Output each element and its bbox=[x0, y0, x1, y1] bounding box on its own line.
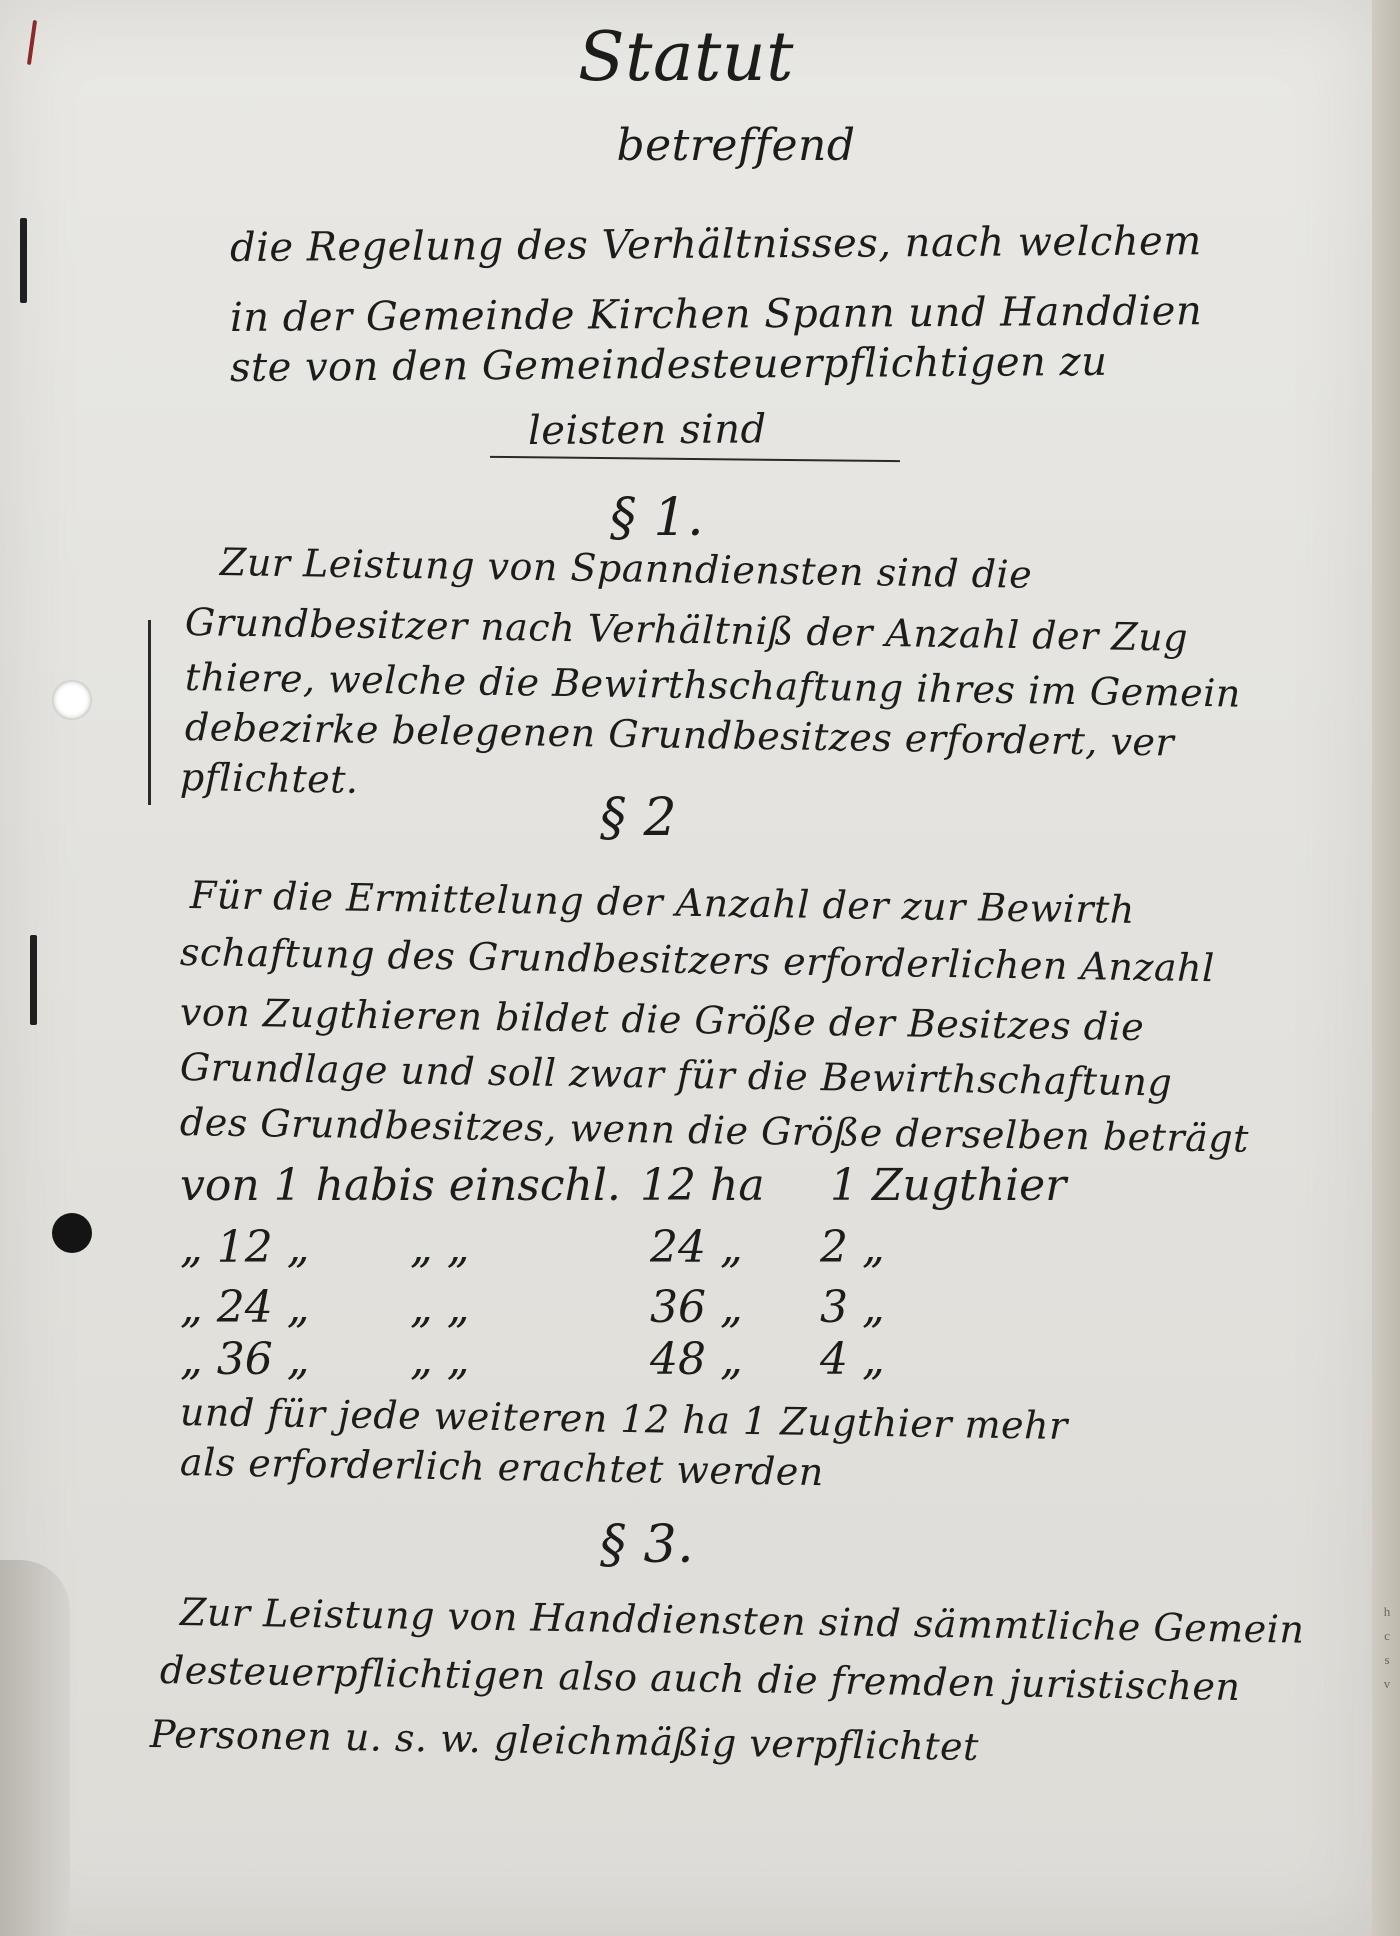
binder-tab bbox=[0, 1560, 70, 1936]
table-cell: „ 12 „ bbox=[180, 1222, 310, 1273]
section-line: des Grundbesitzes, wenn die Größe derselben beträgt bbox=[179, 1100, 1250, 1161]
section-line: Für die Ermittelung der Anzahl der zur Bewirth bbox=[189, 873, 1136, 932]
table-cell: 2 „ bbox=[820, 1222, 885, 1273]
intro-line: die Regelung des Verhältnisses, nach welchem bbox=[229, 218, 1202, 271]
punch-hole bbox=[52, 1213, 92, 1253]
section-line: von Zugthieren bildet die Größe der Besitzes die bbox=[179, 990, 1145, 1050]
table-cell: „ 36 „ bbox=[180, 1334, 310, 1385]
section-line: desteuerpflichtigen also auch die fremden juristischen bbox=[159, 1648, 1241, 1709]
table-cell: 48 „ bbox=[650, 1334, 743, 1385]
edge-letter: h bbox=[1383, 1604, 1391, 1619]
edge-letter: v bbox=[1383, 1676, 1391, 1691]
margin-mark bbox=[30, 935, 37, 1025]
section-line: Zur Leistung von Spanndiensten sind die bbox=[219, 540, 1033, 597]
section-line: Grundbesitzer nach Verhältniß der Anzahl der Zug bbox=[184, 600, 1189, 660]
section-line: als erforderlich erachtet werden bbox=[179, 1440, 825, 1495]
table-cell: 1 Zugthier bbox=[830, 1160, 1067, 1211]
table-cell: von 1 ha bbox=[180, 1160, 371, 1211]
section-number: § 2 bbox=[600, 788, 678, 848]
section-line: pflichtet. bbox=[179, 755, 359, 802]
document-title: Statut bbox=[578, 18, 794, 97]
section-line: und für jede weiteren 12 ha 1 Zugthier mehr bbox=[179, 1390, 1069, 1448]
section-line: schaftung des Grundbesitzers erforderlichen Anzahl bbox=[179, 930, 1216, 991]
section-bracket bbox=[148, 620, 151, 805]
table-cell: 24 „ bbox=[650, 1222, 743, 1273]
section-line: debezirke belegenen Grundbesitzes erfordert, ver bbox=[184, 705, 1175, 765]
section-line: Personen u. s. w. gleichmäßig verpflichtet bbox=[149, 1712, 980, 1770]
table-cell: 3 „ bbox=[820, 1282, 885, 1333]
punch-hole bbox=[52, 680, 92, 720]
table-cell: „ „ bbox=[410, 1222, 470, 1273]
table-cell: „ „ bbox=[410, 1334, 470, 1385]
document-subtitle: betreffend bbox=[616, 120, 856, 171]
table-cell: „ „ bbox=[410, 1282, 470, 1333]
edge-letter: s bbox=[1384, 1652, 1390, 1667]
table-cell: 12 ha bbox=[640, 1160, 765, 1211]
table-cell: 36 „ bbox=[650, 1282, 743, 1333]
margin-mark bbox=[20, 218, 27, 303]
intro-line: leisten sind bbox=[527, 406, 767, 454]
table-cell: 4 „ bbox=[820, 1334, 885, 1385]
edge-letter: c bbox=[1384, 1628, 1390, 1643]
intro-line: ste von den Gemeindesteuerpflichtigen zu bbox=[229, 338, 1108, 391]
table-cell: „ 24 „ bbox=[180, 1282, 310, 1333]
section-line: Zur Leistung von Handdiensten sind sämmtliche Gemein bbox=[179, 1590, 1305, 1652]
intro-line: in der Gemeinde Kirchen Spann und Handdien bbox=[229, 288, 1203, 341]
section-line: thiere, welche die Bewirthschaftung ihres im Gemein bbox=[184, 655, 1242, 716]
table-cell: bis einschl. bbox=[370, 1160, 621, 1211]
edge-letters bbox=[1378, 1600, 1396, 1696]
section-line: Grundlage und soll zwar für die Bewirthschaftung bbox=[179, 1045, 1173, 1105]
section-number: § 1. bbox=[610, 488, 705, 548]
section-number: § 3. bbox=[600, 1515, 695, 1575]
